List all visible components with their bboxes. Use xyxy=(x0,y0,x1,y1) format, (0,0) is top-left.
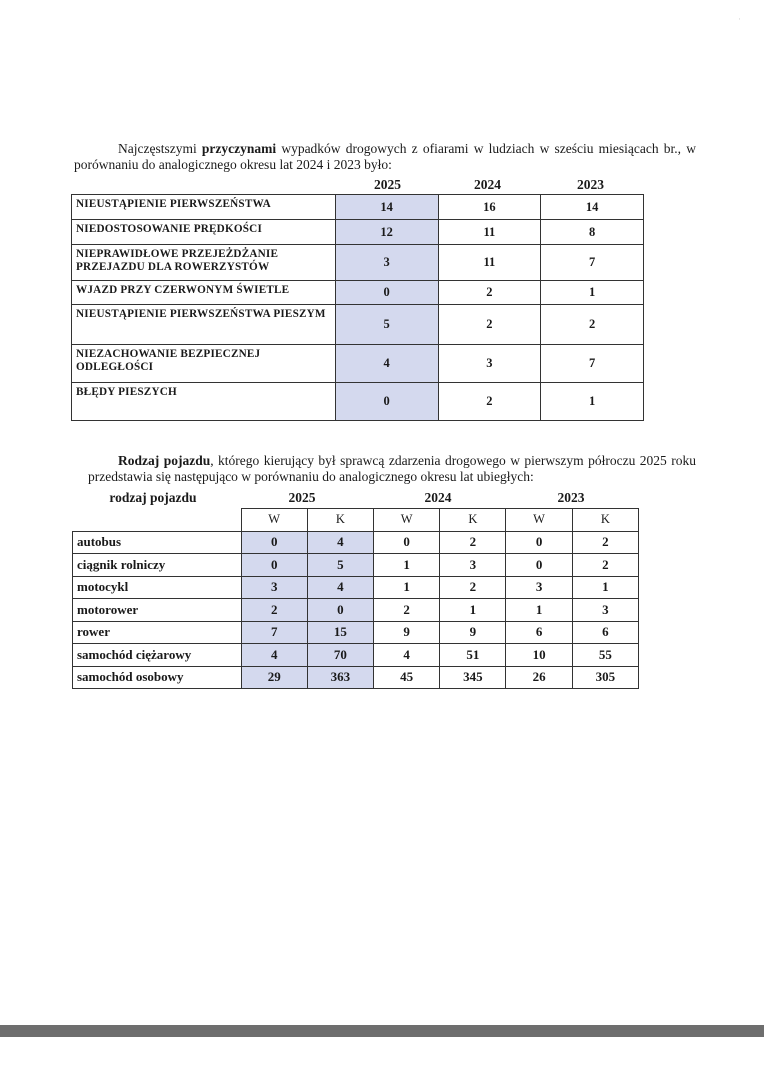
cause-value-2023: 1 xyxy=(541,383,644,421)
vehicle-label: samochód osobowy xyxy=(73,666,242,689)
vehicle-value: 9 xyxy=(440,621,506,644)
subheader-w: W xyxy=(506,509,572,532)
vehicle-label: motocykl xyxy=(73,576,242,599)
vehicle-value: 2 xyxy=(241,599,307,622)
subheader-k: K xyxy=(440,509,506,532)
intro-text-bold: przyczynami xyxy=(201,141,277,156)
vehicle-label: autobus xyxy=(73,531,242,554)
cause-label: WJAZD PRZY CZERWONYM ŚWIETLE xyxy=(72,281,336,305)
vehicle-year-header-2025: 2025 xyxy=(288,490,316,505)
table-row xyxy=(72,345,644,383)
table-row xyxy=(73,644,639,667)
vehicle-table xyxy=(72,508,639,689)
table-row xyxy=(72,220,644,245)
subheader-k: K xyxy=(572,509,638,532)
table-row xyxy=(72,383,644,421)
cause-value-2025: 14 xyxy=(335,195,438,220)
vehicle-value: 45 xyxy=(374,666,440,689)
table-row xyxy=(72,195,644,220)
vehicle-value: 1 xyxy=(572,576,638,599)
cause-label: NIEZACHOWANIE BEZPIECZNEJ ODLEGŁOŚCI xyxy=(72,345,336,383)
causes-table xyxy=(71,194,644,421)
vehicle-value: 4 xyxy=(241,644,307,667)
vehicle-value: 2 xyxy=(440,531,506,554)
table-row xyxy=(73,554,639,577)
cause-value-2024: 2 xyxy=(438,281,541,305)
vehicle-value: 2 xyxy=(572,554,638,577)
cause-label: NIEPRAWIDŁOWE PRZEJEŻDŻANIE PRZEJAZDU DLA ROWERZYSTÓW xyxy=(72,245,336,281)
vehicle-value: 2 xyxy=(572,531,638,554)
vehicle-label-header: rodzaj pojazdu xyxy=(109,490,197,505)
cause-value-2024: 2 xyxy=(438,305,541,345)
vehicle-value: 3 xyxy=(506,576,572,599)
cause-value-2025: 12 xyxy=(335,220,438,245)
vehicle-value: 0 xyxy=(241,531,307,554)
cause-value-2025: 0 xyxy=(335,383,438,421)
vehicle-value: 7 xyxy=(241,621,307,644)
empty-corner-cell xyxy=(73,509,242,532)
cause-label: NIEUSTĄPIENIE PIERWSZEŃSTWA xyxy=(72,195,336,220)
vehicle-value: 0 xyxy=(307,599,373,622)
vehicle-value: 0 xyxy=(506,531,572,554)
vehicle-value: 3 xyxy=(440,554,506,577)
cause-value-2023: 8 xyxy=(541,220,644,245)
cause-value-2025: 5 xyxy=(335,305,438,345)
vehicle-paragraph xyxy=(88,453,696,485)
vehicle-value: 4 xyxy=(374,644,440,667)
causes-year-header-2023: 2023 xyxy=(577,177,604,192)
table-row xyxy=(73,576,639,599)
cause-value-2023: 7 xyxy=(541,245,644,281)
cause-value-2025: 3 xyxy=(335,245,438,281)
subheader-w: W xyxy=(241,509,307,532)
cause-value-2024: 16 xyxy=(438,195,541,220)
table-row xyxy=(73,666,639,689)
vehicle-value: 1 xyxy=(374,576,440,599)
intro-text-after: wypadków drogowych z ofiarami w ludziach w sześciu miesiącach br., w porównaniu do analogicznego okresu lat 2024 i 2023 było: xyxy=(74,141,696,172)
vehicle-value: 1 xyxy=(374,554,440,577)
vehicle-value: 9 xyxy=(374,621,440,644)
cause-value-2024: 11 xyxy=(438,220,541,245)
vehicle-value: 0 xyxy=(241,554,307,577)
vehicle-value: 5 xyxy=(307,554,373,577)
cause-value-2024: 3 xyxy=(438,345,541,383)
vehicle-value: 1 xyxy=(506,599,572,622)
cause-value-2024: 11 xyxy=(438,245,541,281)
subheader-k: K xyxy=(307,509,373,532)
vehicle-value: 26 xyxy=(506,666,572,689)
scan-bottom-bar xyxy=(0,1025,764,1037)
vehicle-value: 2 xyxy=(374,599,440,622)
vehicle-value: 345 xyxy=(440,666,506,689)
vehicle-value: 29 xyxy=(241,666,307,689)
vehicle-value: 4 xyxy=(307,576,373,599)
cause-label: NIEDOSTOSOWANIE PRĘDKOŚCI xyxy=(72,220,336,245)
vehicle-value: 3 xyxy=(241,576,307,599)
table-row xyxy=(73,599,639,622)
table-row xyxy=(72,281,644,305)
subheader-w: W xyxy=(374,509,440,532)
cause-value-2025: 4 xyxy=(335,345,438,383)
vehicle-value: 2 xyxy=(440,576,506,599)
cause-value-2023: 2 xyxy=(541,305,644,345)
vehicle-label: samochód ciężarowy xyxy=(73,644,242,667)
vehicle-value: 70 xyxy=(307,644,373,667)
vehicle-value: 305 xyxy=(572,666,638,689)
vehicle-value: 51 xyxy=(440,644,506,667)
vehicle-value: 6 xyxy=(572,621,638,644)
table-row xyxy=(72,245,644,281)
cause-label: BŁĘDY PIESZYCH xyxy=(72,383,336,421)
causes-year-header-2024: 2024 xyxy=(474,177,501,192)
vehicle-value: 0 xyxy=(506,554,572,577)
vehicle-text-bold: Rodzaj pojazdu xyxy=(118,453,211,468)
cause-value-2023: 1 xyxy=(541,281,644,305)
vehicle-value: 3 xyxy=(572,599,638,622)
vehicle-year-header-2024: 2024 xyxy=(424,490,452,505)
scan-corner-mark: · xyxy=(738,14,741,24)
cause-value-2023: 7 xyxy=(541,345,644,383)
cause-value-2025: 0 xyxy=(335,281,438,305)
cause-label: NIEUSTĄPIENIE PIERWSZEŃSTWA PIESZYM xyxy=(72,305,336,345)
vehicle-value: 55 xyxy=(572,644,638,667)
table-subheader-row xyxy=(73,509,639,532)
intro-text-before: Najczęstszymi xyxy=(118,141,202,156)
vehicle-text-after: , którego kierujący był sprawcą zdarzenia drogowego w pierwszym półroczu 2025 roku przedstawia się następująco w porównaniu do analogicznego okresu lat ubiegłych: xyxy=(88,453,696,484)
vehicle-label: rower xyxy=(73,621,242,644)
vehicle-value: 363 xyxy=(307,666,373,689)
vehicle-value: 15 xyxy=(307,621,373,644)
table-row xyxy=(73,531,639,554)
vehicle-value: 10 xyxy=(506,644,572,667)
table-row xyxy=(73,621,639,644)
vehicle-label: motorower xyxy=(73,599,242,622)
vehicle-value: 6 xyxy=(506,621,572,644)
vehicle-label: ciągnik rolniczy xyxy=(73,554,242,577)
cause-value-2024: 2 xyxy=(438,383,541,421)
vehicle-year-header-2023: 2023 xyxy=(557,490,585,505)
cause-value-2023: 14 xyxy=(541,195,644,220)
vehicle-value: 0 xyxy=(374,531,440,554)
intro-paragraph xyxy=(74,141,696,173)
causes-year-header-2025: 2025 xyxy=(374,177,401,192)
vehicle-value: 4 xyxy=(307,531,373,554)
vehicle-value: 1 xyxy=(440,599,506,622)
table-row xyxy=(72,305,644,345)
